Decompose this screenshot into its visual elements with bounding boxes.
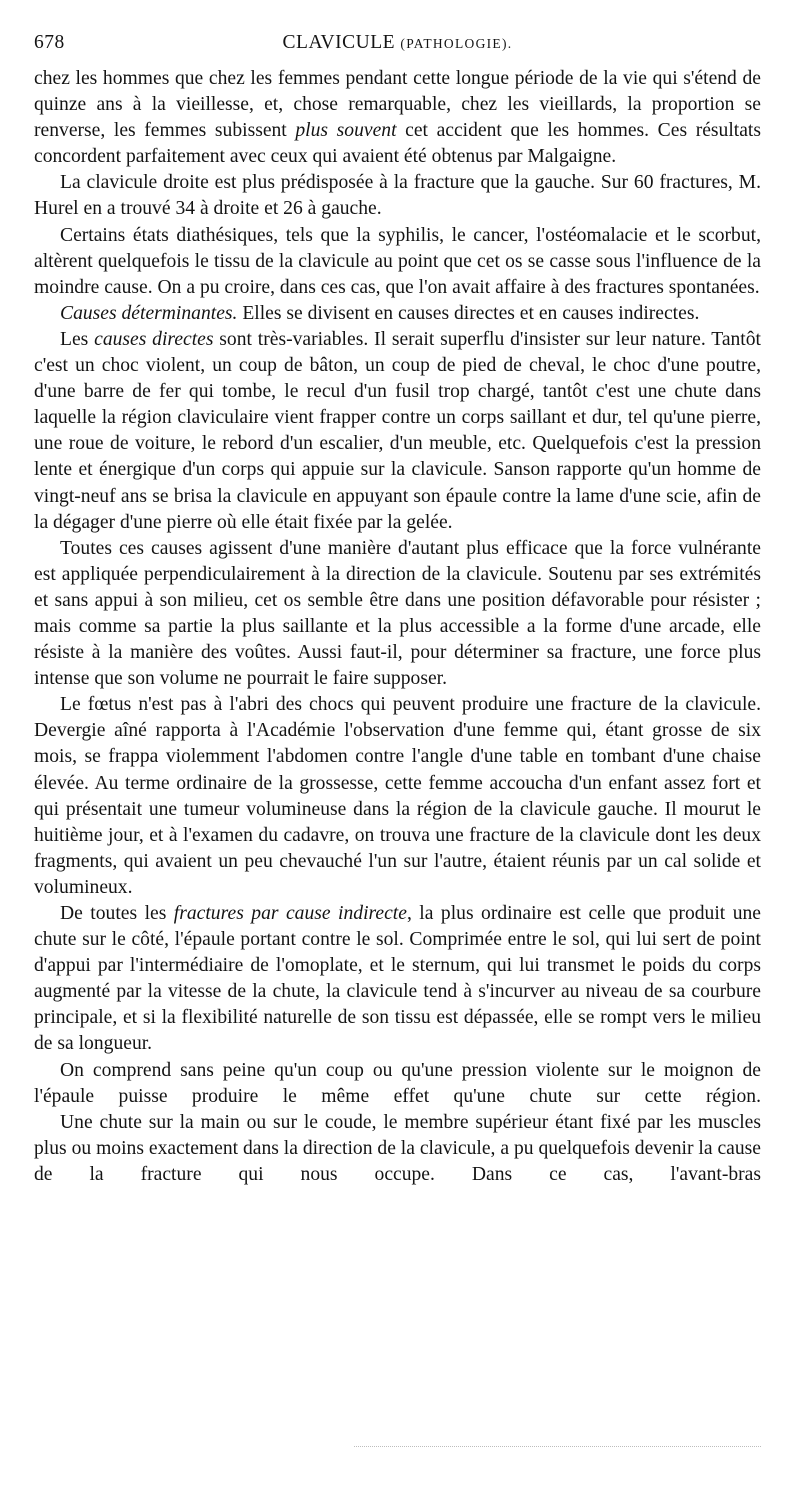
paragraph xyxy=(34,327,761,536)
running-head-subtitle: (PATHOLOGIE). xyxy=(400,36,513,51)
italic-run: causes directes xyxy=(94,328,214,350)
running-head xyxy=(34,30,761,57)
paragraph xyxy=(34,692,761,901)
text-run: Le fœtus n'est pas à l'abri des chocs qui peuvent produire une fracture de la clavicule. Devergie aîné rapporta à l'Académie l'observation d'une femme qui, étant grosse de six mois, se frappa violemment l'abdomen contre l'angle d'une table en tombant d'une chaise élevée. Au terme ordinaire de la grossesse, cette femme accoucha d'un enfant assez fort et qui présentait une tumeur volumineuse dans la région de la clavicule gauche. Il mourut le huitième jour, et à l'examen du cadavre, on trouva une fracture de la clavicule dont les deux fragments, qui avaient un peu chevauché l'un sur l'autre, étaient réunis par un cal solide et volumineux. xyxy=(34,694,761,898)
paragraph xyxy=(34,223,761,301)
paragraph xyxy=(34,1058,761,1110)
text-run: cet accident que les hommes. Ces résultats concordent parfaitement avec ceux qui avaient été obtenus par Malgaigne. xyxy=(34,120,761,168)
footer-rule xyxy=(354,1446,761,1447)
paragraph xyxy=(34,901,761,1058)
paragraph xyxy=(34,301,761,327)
paragraph xyxy=(34,1110,761,1188)
page-number: 678 xyxy=(34,32,65,53)
text-run: chez les hommes que chez les femmes pendant cette longue période de la vie qui s'étend de quinze ans à la vieillesse, et, chose remarquable, chez les vieillards, la proportion se renverse, les femmes subissent xyxy=(34,68,761,142)
paragraph xyxy=(34,536,761,693)
text-run: Certains états diathésiques, tels que la syphilis, le cancer, l'ostéomalacie et le scorbut, altèrent quelquefois le tissu de la clavicule au point que cet os se casse sous l'influence de la moindre cause. On a pu croire, dans ces cas, que l'on avait affaire à des fractures spontanées. xyxy=(34,224,761,298)
text-run: Une chute sur la main ou sur le coude, le membre supérieur étant fixé par les muscles plus ou moins exactement dans la direction de la clavicule, a pu quelquefois devenir la cause de la fracture qui nous occupe. Dans ce cas, l'avant-bras xyxy=(34,1111,761,1185)
italic-run: plus souvent xyxy=(295,120,397,142)
text-run: Toutes ces causes agissent d'une manière d'autant plus efficace que la force vulnérante est appliquée perpendiculairement à la direction de la clavicule. Soutenu par ses extrémités et sans appui à son milieu, cet os semble être dans une position défavorable pour résister ; mais comme sa partie la plus saillante et la plus accessible a la forme d'une arcade, elle résiste à la manière des voûtes. Aussi faut-il, pour déterminer sa fracture, une force plus intense que son volume ne pourrait le faire supposer. xyxy=(34,537,761,690)
page-header xyxy=(34,30,761,60)
text-run: De toutes les xyxy=(60,903,174,924)
running-head-title: CLAVICULE xyxy=(282,32,396,53)
text-run: , la plus ordinaire est celle que produit une chute sur le côté, l'épaule portant contre le sol. Comprimée entre le sol, qui lui sert de point d'appui par l'intermédiaire de l'omoplate, et le sternum, qui lui transmet le poids du corps augmenté par la vitesse de la chute, la clavicule tend à s'incurver au niveau de sa courbure principale, et si la flexibilité naturelle de son tissu est dépassée, elle se rompt vers le milieu de sa longueur. xyxy=(34,903,761,1055)
body-text xyxy=(34,66,761,1188)
italic-run: fractures par cause indirecte xyxy=(173,903,407,924)
paragraph xyxy=(34,170,761,222)
italic-run: Causes déterminantes. xyxy=(60,302,238,324)
text-run: Elles se divisent en causes directes et en causes indirectes. xyxy=(237,302,700,324)
text-run: Les xyxy=(60,328,95,350)
paragraph xyxy=(34,66,761,170)
text-run: La clavicule droite est plus prédisposée à la fracture que la gauche. Sur 60 fractures, M. Hurel en a trouvé 34 à droite et 26 à gauche. xyxy=(34,172,761,220)
document-page xyxy=(34,30,761,1188)
text-run: sont très-variables. Il serait superflu d'insister sur leur nature. Tantôt c'est un choc violent, un coup de bâton, un coup de pied de cheval, le choc d'une poutre, d'une barre de fer qui tombe, le recul d'un fusil trop chargé, tantôt c'est une chute dans laquelle la région claviculaire vient frapper contre un corps saillant et dur, tel qu'une pierre, une roue de voiture, le rebord d'un escalier, d'un meuble, etc. Quelquefois c'est la pression lente et énergique d'un corps qui appuie sur la clavicule. Sanson rapporte qu'un homme de vingt-neuf ans se brisa la clavicule en appuyant son épaule contre la lame d'une scie, afin de la dégager d'une pierre où elle était fixée par la gelée. xyxy=(34,328,761,533)
text-run: On comprend sans peine qu'un coup ou qu'une pression violente sur le moignon de l'épaule puisse produire le même effet qu'une chute sur cette région. xyxy=(34,1059,761,1107)
